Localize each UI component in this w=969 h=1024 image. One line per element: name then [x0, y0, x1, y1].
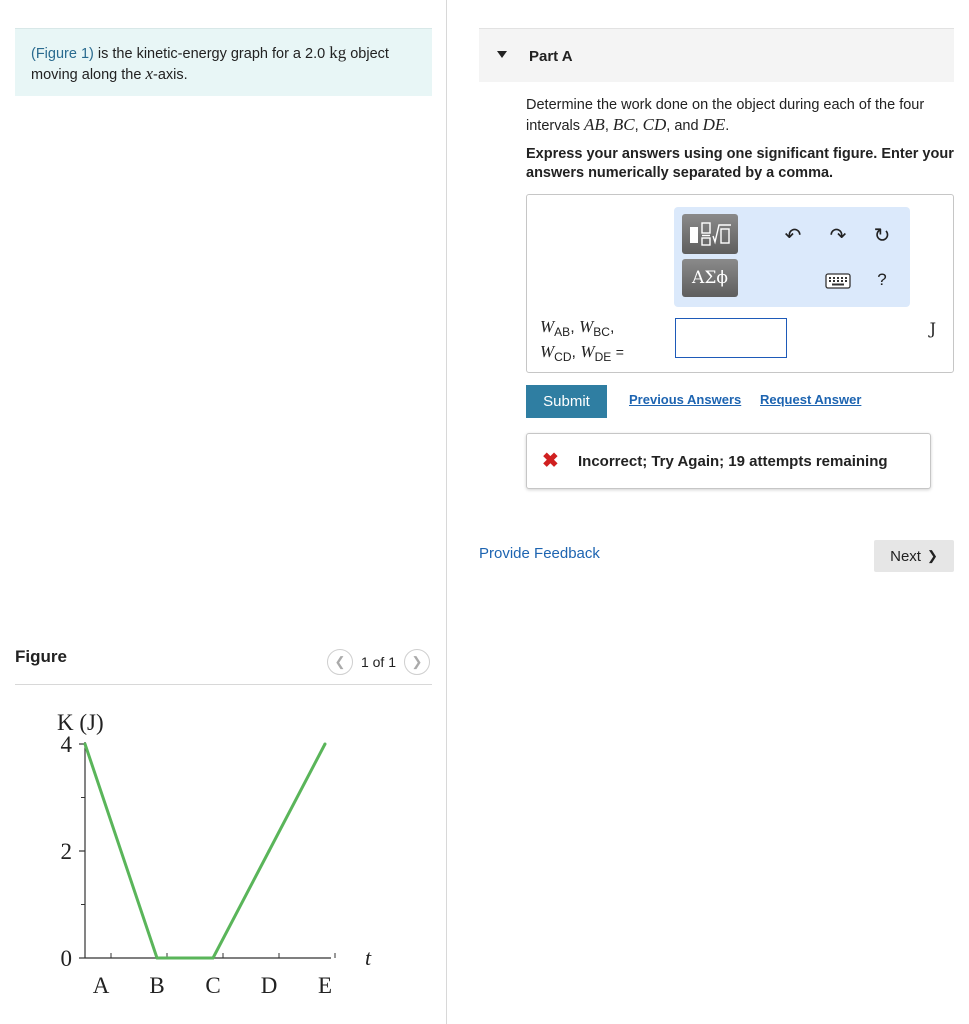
- unit-label: J: [929, 319, 936, 338]
- figure-title: Figure: [15, 647, 67, 666]
- y-axis-label: K (J): [57, 710, 104, 735]
- greek-symbols-button[interactable]: ΑΣϕ: [682, 259, 738, 297]
- figure-header: [15, 645, 432, 685]
- answer-box: [526, 194, 954, 373]
- error-x-icon: ✖: [542, 450, 559, 472]
- feedback-text: Incorrect; Try Again; 19 attempts remaining: [578, 453, 888, 470]
- caret-down-icon[interactable]: [497, 51, 507, 58]
- interval-de: DE: [702, 115, 726, 134]
- kinetic-energy-graph: [15, 700, 435, 1020]
- ke-point: [156, 957, 159, 960]
- interval-cd: CD: [642, 115, 667, 134]
- answer-input[interactable]: [675, 318, 787, 358]
- y-tick-label: 0: [60, 946, 72, 971]
- chevron-right-icon[interactable]: ❯: [404, 649, 430, 675]
- var-x: x: [145, 64, 154, 83]
- figure-link[interactable]: (Figure 1): [31, 46, 94, 62]
- templates-button[interactable]: [682, 214, 738, 254]
- feedback-message: [526, 433, 931, 489]
- reset-icon[interactable]: ↻: [873, 224, 891, 247]
- data-series: [84, 743, 327, 960]
- part-a-header[interactable]: [479, 28, 954, 82]
- y-ticks: [61, 732, 86, 971]
- next-button[interactable]: Next ❯: [874, 540, 954, 572]
- provide-feedback-link[interactable]: Provide Feedback: [479, 545, 600, 562]
- interval-ab: AB: [584, 115, 605, 134]
- ke-point: [268, 850, 271, 853]
- x-tick-label: B: [149, 973, 165, 998]
- undo-icon[interactable]: ↶: [784, 224, 802, 247]
- keyboard-glyph: [825, 273, 851, 289]
- x-tick-label: D: [260, 973, 278, 998]
- x-tick-label: E: [317, 973, 333, 998]
- previous-answers-link[interactable]: Previous Answers: [629, 392, 742, 407]
- page-indicator: 1 of 1: [360, 654, 396, 670]
- x-axis-label: t: [365, 945, 372, 970]
- chevron-left-icon[interactable]: ❮: [327, 649, 353, 675]
- ke-point: [324, 743, 327, 746]
- instruction-text: Express your answers using one significant figure. Enter your answers numerically separated by a comma.: [526, 146, 954, 181]
- figure-pager: [327, 649, 430, 675]
- templates-icon: [686, 220, 734, 248]
- y-tick-label: 4: [60, 732, 72, 757]
- unit-kg: kg: [329, 43, 347, 62]
- interval-bc: BC: [612, 115, 635, 134]
- x-tick-label: C: [205, 973, 221, 998]
- x-ticks: [93, 953, 335, 998]
- ke-point: [84, 743, 87, 746]
- math-toolbar: [674, 207, 910, 307]
- redo-icon[interactable]: ↷: [829, 224, 847, 247]
- chevron-right-icon: ❯: [926, 548, 938, 563]
- answer-label: $W_{AB}$, $W_{BC}$, $W_{CD}$, $W_{DE}$ =: [540, 317, 624, 365]
- x-tick-label: A: [92, 973, 110, 998]
- y-tick-label: 2: [60, 839, 72, 864]
- ke-line: [85, 744, 325, 958]
- question-text: Determine the work done on the object during each of the four intervals AB, BC, CD, and DE.: [526, 97, 925, 134]
- ke-point: [212, 957, 215, 960]
- left-panel: [0, 0, 447, 1024]
- keyboard-icon[interactable]: [824, 267, 852, 295]
- part-title: Part A: [529, 48, 573, 65]
- intro-text: (Figure 1) is the kinetic-energy graph for a 2.0 kg object moving along the x-axis.: [15, 28, 432, 96]
- request-answer-link[interactable]: Request Answer: [760, 392, 862, 407]
- help-icon[interactable]: ?: [877, 270, 887, 289]
- submit-button[interactable]: Submit: [526, 385, 607, 418]
